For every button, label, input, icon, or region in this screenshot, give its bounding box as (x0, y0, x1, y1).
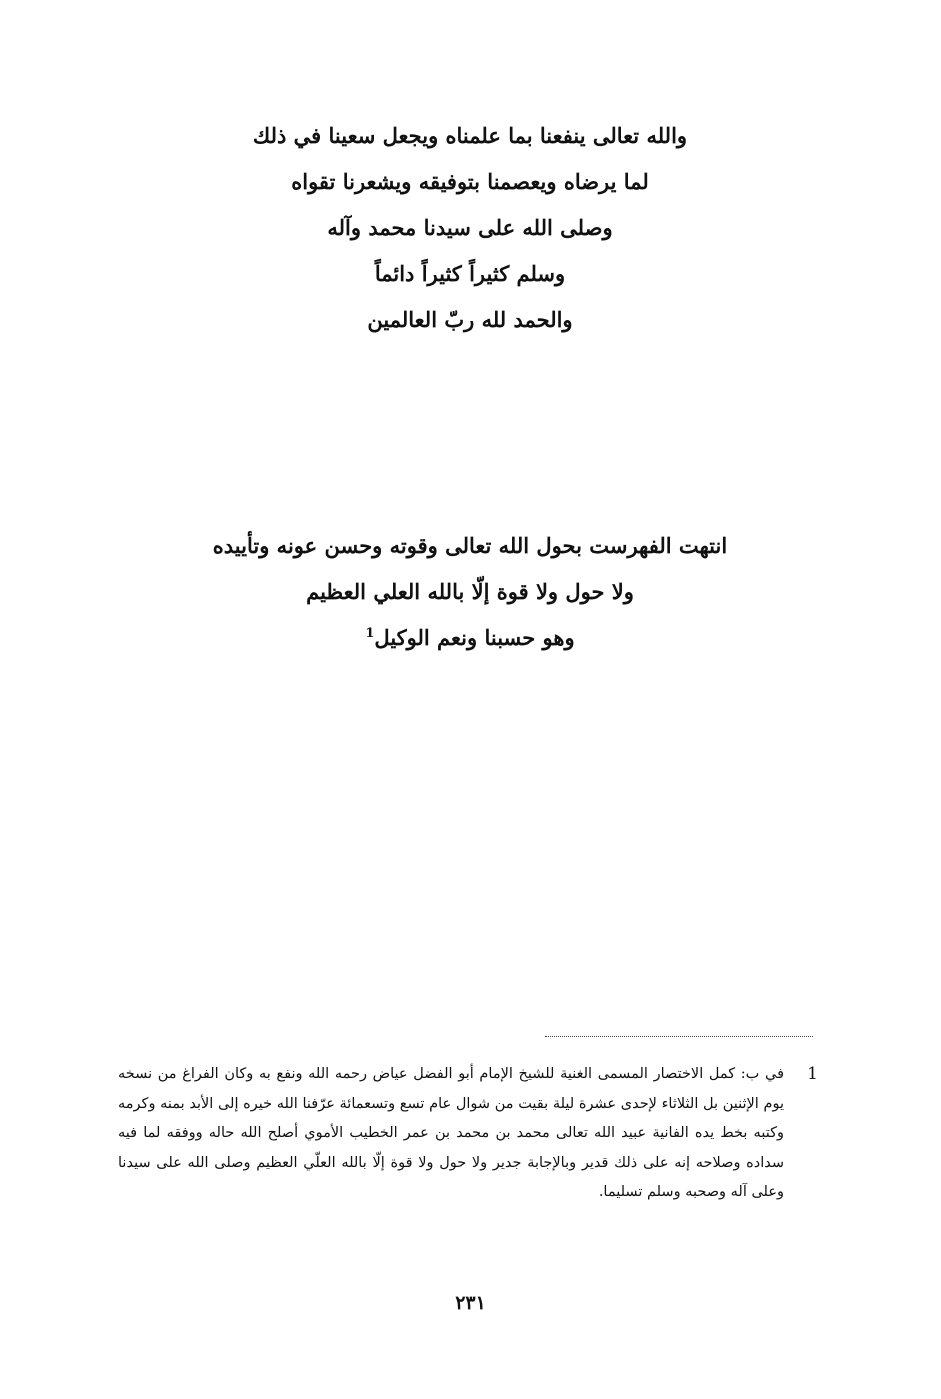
footnote (118, 1060, 818, 1208)
footnote-reference: 1 (365, 626, 375, 641)
colophon-line-1: انتهت الفهرست بحول الله تعالى وقوته وحسن عونه وتأييده (212, 533, 728, 558)
closing-line-4: وسلم كثيراً كثيراً دائماً (374, 261, 566, 286)
footnote-number: 1 (807, 1064, 818, 1084)
footnote-text: في ب: كمل الاختصار المسمى الغنية للشيخ الإمام أبو الفضل عياض رحمه الله ونفع به وكان الفراغ من نسخه يوم الإثنين بل الثلاثاء لإحدى عشرة ليلة بقيت من شوال عام تسع وتسعمائة عرّفنا الله خيره إلى الأبد بمنه وكرمه وكتبه بخط يده الفانية عبيد الله تعالى محمد بن محمد بن عمر الخطيب الأموي أصلح الله حاله ووفقه لما فيه سداده وصلاحه إنه على ذلك قدير وبالإجابة جدير ولا حول ولا قوة إلّا بالله العلّي العظيم وصلى الله على سيدنا وعلى آله وصحبه وسلم تسليما. (118, 1066, 784, 1200)
closing-line-2: لما يرضاه ويعصمنا بتوفيقه ويشعرنا تقواه (291, 169, 649, 194)
page-number: ٢٣١ (455, 1292, 486, 1314)
colophon (120, 523, 820, 661)
closing-line-1: والله تعالى ينفعنا بما علمناه ويجعل سعينا في ذلك (252, 123, 688, 148)
closing-line-5: والحمد لله ربّ العالمين (367, 307, 573, 332)
closing-prayer (120, 113, 820, 343)
colophon-line-3-text: وهو حسبنا ونعم الوكيل (374, 625, 575, 650)
closing-line-3: وصلى الله على سيدنا محمد وآله (327, 215, 613, 240)
footnote-separator (545, 1036, 813, 1037)
colophon-line-3 (120, 615, 820, 661)
colophon-line-2: ولا حول ولا قوة إلّا بالله العلي العظيم (306, 579, 634, 604)
